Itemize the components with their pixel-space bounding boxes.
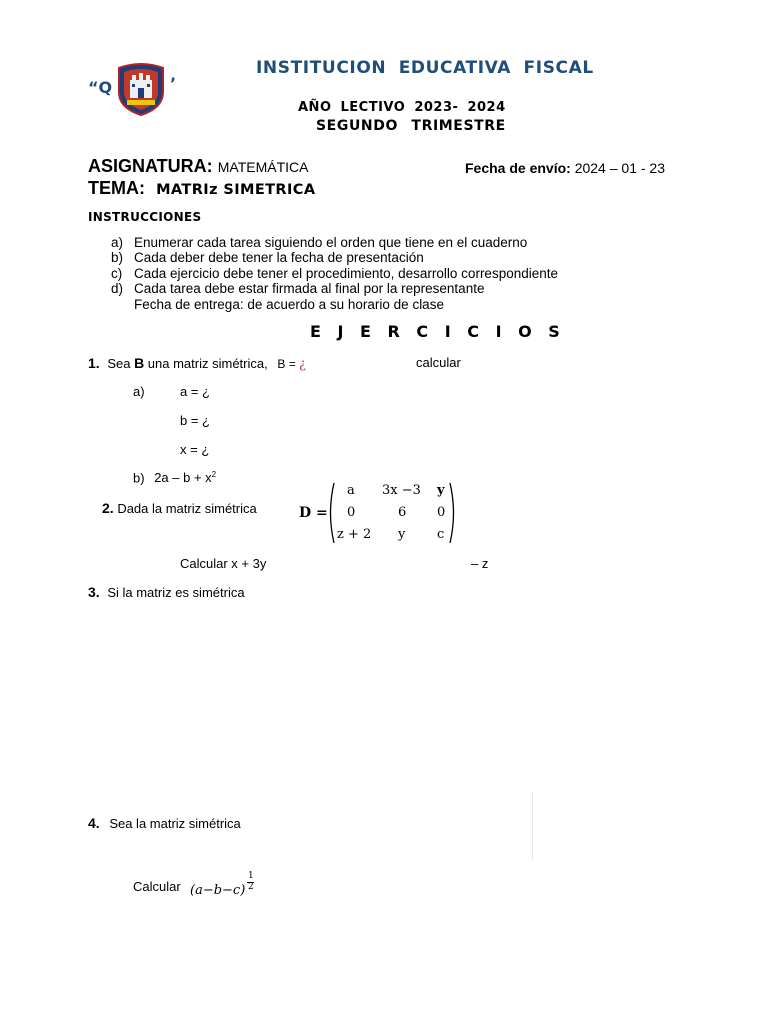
list-item	[111, 266, 558, 281]
divider-line	[532, 792, 533, 860]
quote-letter: “Q	[88, 78, 113, 97]
quote-close: ’	[170, 74, 177, 93]
exercise-4-expression: (a−b−c)	[190, 883, 246, 898]
instructions-list	[111, 235, 558, 312]
term: SEGUNDO TRIMESTRE	[316, 118, 506, 134]
matrix-cell: y	[437, 483, 445, 498]
matrix-cell: a	[347, 483, 355, 498]
institution-title: INSTITUCION EDUCATIVA FISCAL	[256, 58, 594, 78]
subject-value: MATEMÁTICA	[217, 159, 309, 175]
list-item	[111, 235, 558, 250]
item-text: Cada ejercicio debe tener el procedimiento, desarrollo correspondiente	[134, 265, 558, 281]
date-line	[465, 160, 665, 176]
item-text: Enumerar cada tarea siguiendo el orden que tiene en el cuaderno	[134, 235, 528, 250]
matrix-cell: 0	[347, 505, 356, 520]
exercise-2-calc: Calcular x + 3y	[180, 556, 267, 571]
subitem-key: b)	[133, 470, 145, 486]
statement-text: una matriz simétrica,	[144, 356, 268, 371]
matrix-cell: c	[437, 527, 445, 542]
answer-b: b = ¿	[180, 413, 210, 428]
item-key: a)	[111, 235, 124, 250]
list-item	[111, 281, 558, 296]
matrix-cell: 6	[398, 505, 407, 520]
date-label: Fecha de envío:	[465, 160, 571, 176]
matrix-cell: 3x −3	[382, 483, 421, 498]
statement-text: Si la matriz es simétrica	[107, 585, 245, 600]
exponent-denominator: 2	[248, 882, 254, 892]
matrix-letter: B	[134, 355, 145, 371]
matrix-d-name: D =	[299, 505, 328, 521]
exponent-numerator: 1	[248, 871, 254, 881]
subject-label: ASIGNATURA:	[88, 156, 213, 176]
subject-line	[88, 156, 309, 177]
subitem-b	[133, 470, 216, 485]
delivery-text: Fecha de entrega: de acuerdo a su horario de clase	[134, 296, 444, 312]
item-key: d)	[111, 281, 124, 297]
instructions-title: INSTRUCCIONES	[88, 210, 202, 224]
delivery-note	[111, 297, 558, 312]
exercise-4-calc: Calcular	[133, 879, 181, 894]
exercises-title: E J E R C I C I O S	[310, 322, 566, 341]
matrix-cell: z + 2	[337, 527, 372, 542]
topic-value: MATRIz SIMETRICA	[156, 182, 316, 198]
exercise-number: 3.	[88, 584, 100, 600]
list-item	[111, 250, 558, 265]
exercise-3-statement	[88, 584, 245, 600]
exercise-number: 1.	[88, 355, 100, 371]
date-value: 2024 – 01 - 23	[574, 160, 665, 176]
item-key: c)	[111, 265, 123, 281]
exercise-number: 4.	[88, 815, 100, 831]
statement-text: Sea la matriz simétrica	[109, 816, 241, 831]
school-year: AÑO LECTIVO 2023- 2024	[298, 100, 506, 115]
matrix-eq: B =	[277, 357, 300, 371]
exercise-2-statement	[102, 500, 257, 516]
item-key: b)	[111, 250, 124, 266]
exercise-1-calc: calcular	[416, 355, 461, 370]
school-logo	[113, 62, 169, 116]
answer-a: a = ¿	[180, 384, 210, 399]
expression: 2a – b + x	[154, 470, 212, 486]
exercise-1-statement	[88, 355, 306, 372]
exercise-2-calc-tail: – z	[471, 556, 489, 571]
statement-text: Dada la matriz simétrica	[117, 501, 257, 516]
exercise-number: 2.	[102, 500, 114, 516]
subitem-key: a)	[133, 384, 145, 399]
exercise-4-statement	[88, 815, 241, 831]
matrix-cell: y	[398, 527, 406, 542]
matrix-cell: 0	[437, 505, 446, 520]
answer-x: x = ¿	[180, 442, 210, 457]
item-text: Cada tarea debe estar firmada al final por la representante	[134, 281, 485, 297]
statement-text: Sea	[107, 356, 135, 371]
placeholder-mark: ¿	[299, 357, 307, 372]
exponent: 2	[211, 470, 217, 479]
topic-line	[88, 178, 315, 199]
item-text: Cada deber debe tener la fecha de presentación	[134, 250, 424, 266]
topic-label: TEMA:	[88, 178, 145, 198]
